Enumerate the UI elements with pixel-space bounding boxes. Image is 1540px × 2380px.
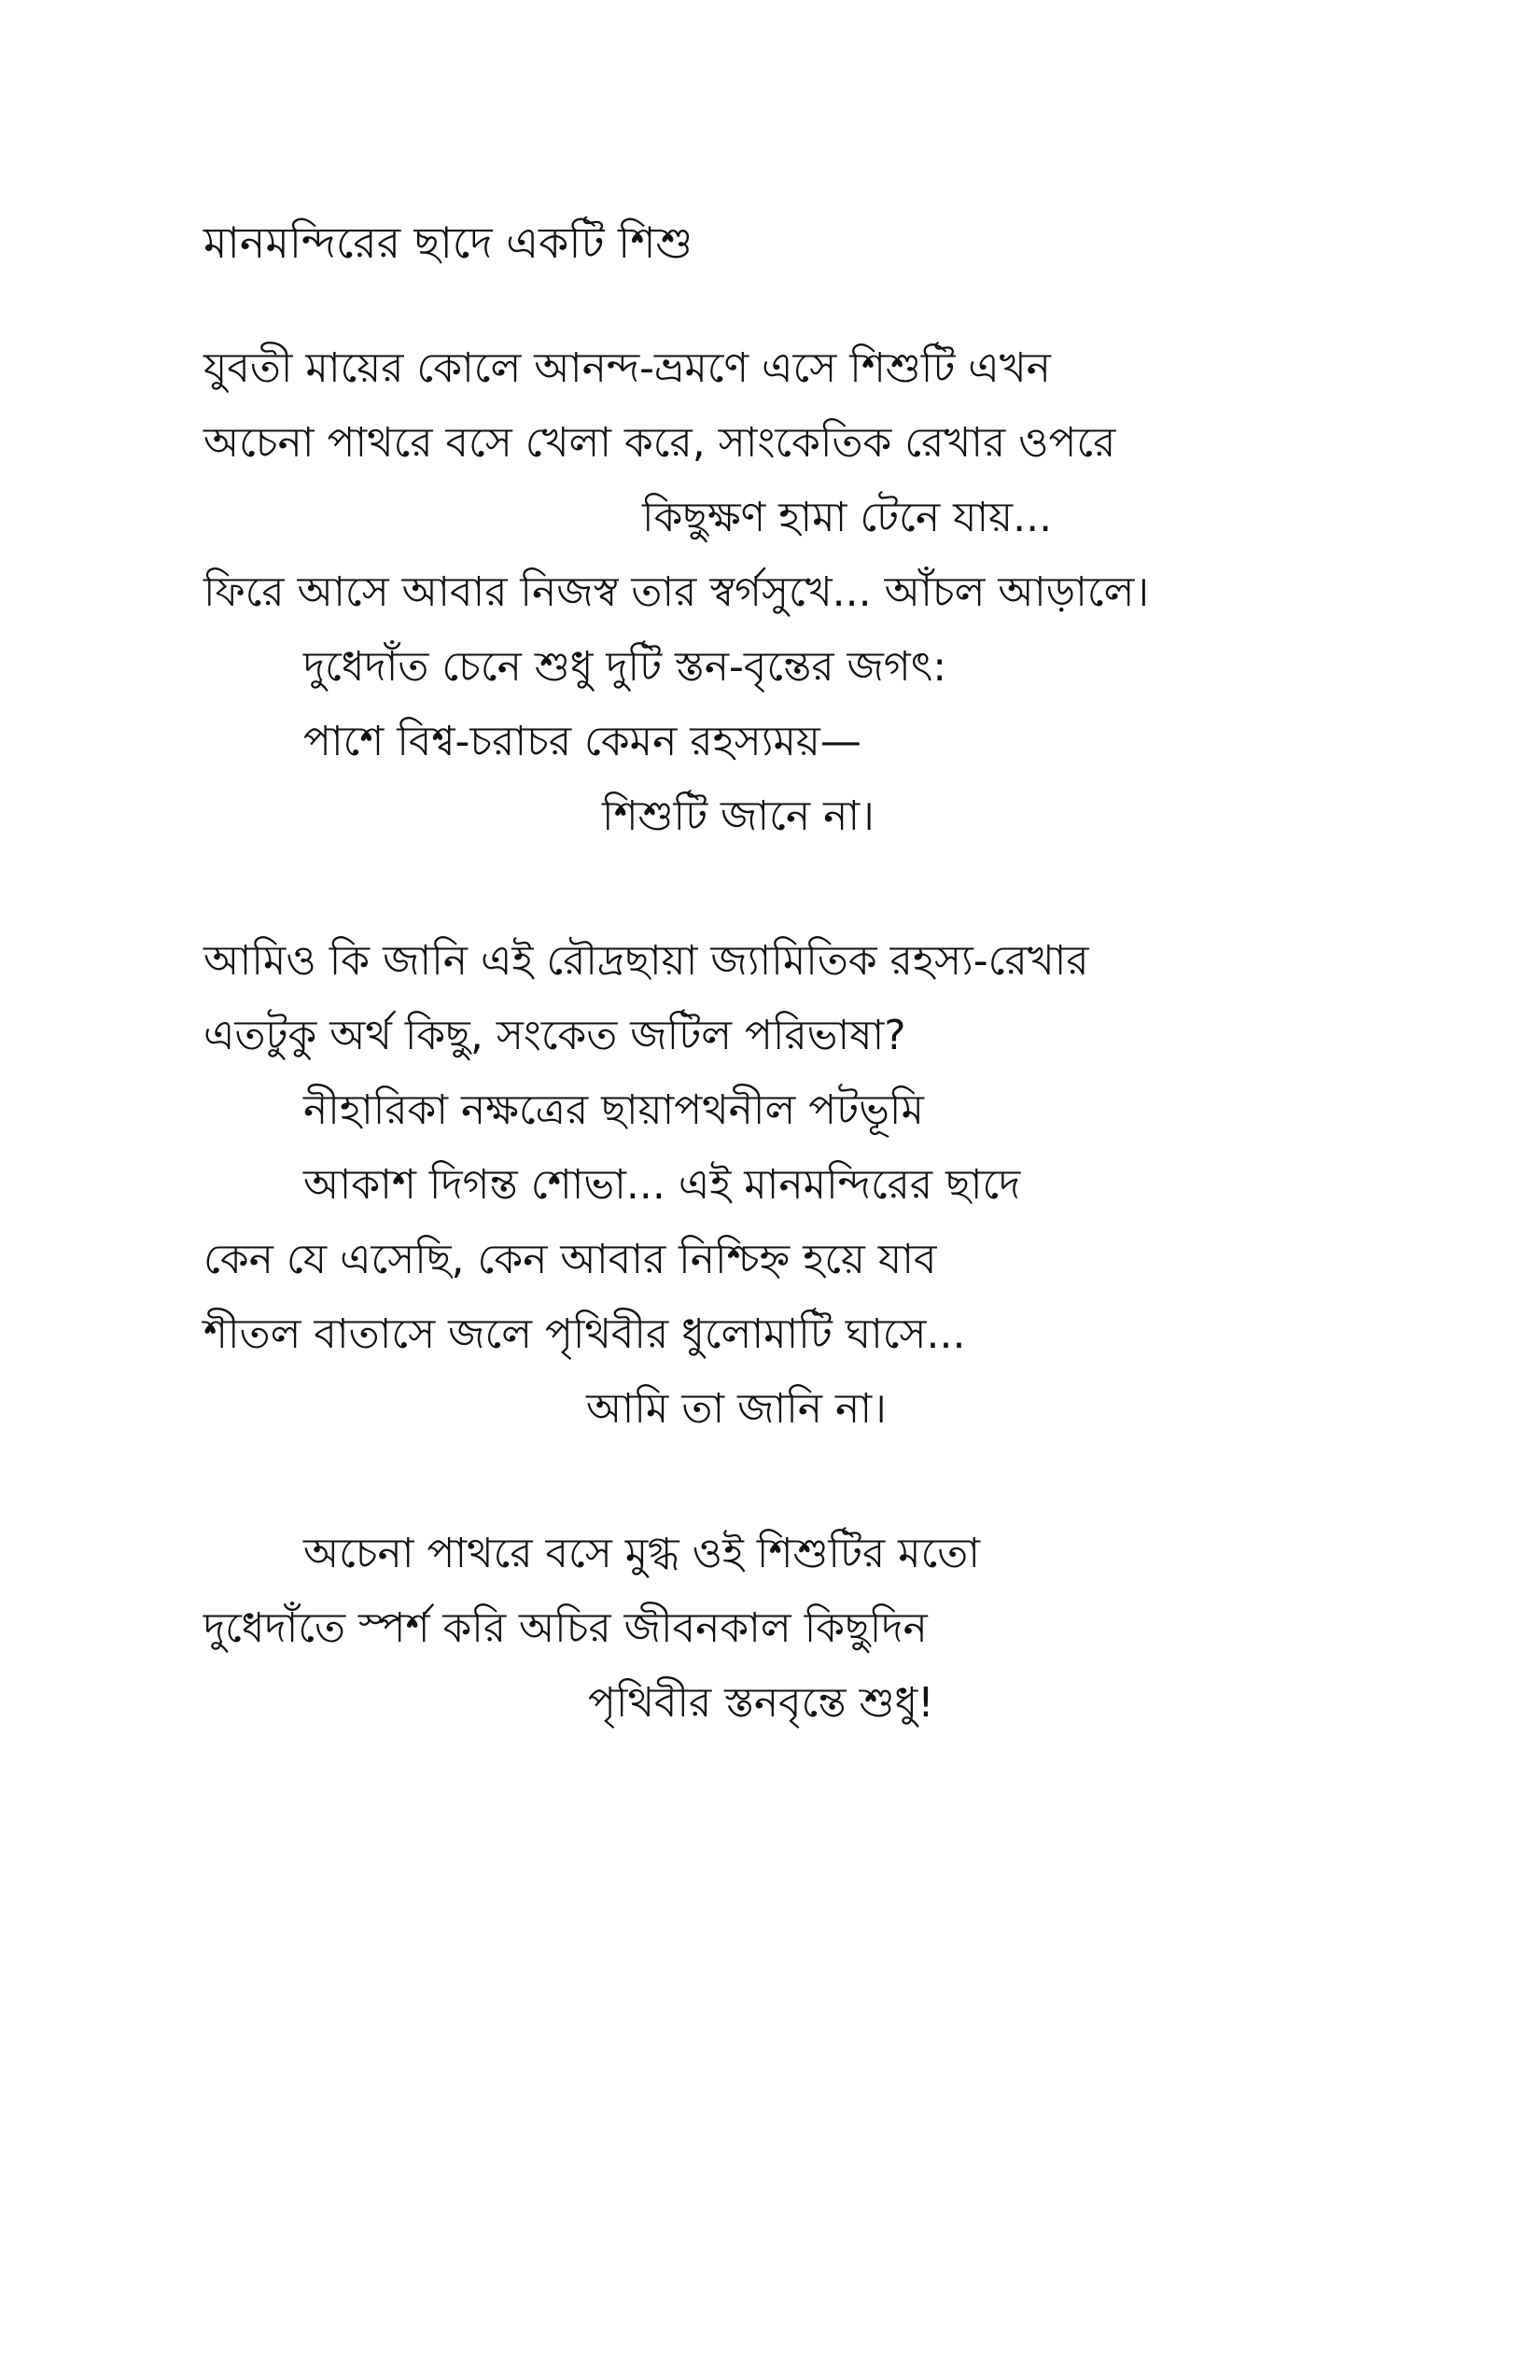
poem-line: অচেনা পাথরে বসে খেলা করে, সাংকেতিক রেখার ওপরে [203,419,1116,467]
poem-line: আকাশ দিগন্ত শোভা... এই মানমন্দিরের ছাদে [303,1161,1021,1209]
poem-line: কেন যে এসেছি, কেন আবার নিশ্চিহ্ন হয়ে যাব [203,1236,937,1283]
poem-line: কিছুক্ষণ হামা টেনে যায়... [642,494,1053,541]
poem-line: অচেনা পাথরে বসে মুগ্ধ ওই শিশুটির মতো [303,1530,981,1577]
poem-line: নীহারিকা নক্ষত্রের ছায়াপথনীল পটভূমি [303,1086,924,1134]
poem-line: শিশুটি জানে না। [602,792,875,840]
poem-line: এতটুকু অর্থ কিছু, সংকেত জটিল পরিভাষা? [203,1012,906,1059]
poem-line: শীতল বাতাসে জলে পৃথিবীর ধুলোমাটি ঘাসে... [203,1310,966,1358]
poem-line: আমি তা জানি না। [586,1385,887,1433]
poem-line: আমিও কি জানি এই রৌদ্রছায়া জ্যামিতিক রহস্য-রেখার [203,937,1089,985]
poem-line: পাশে বিশ্ব-চরাচর কেমন রহস্যময়— [303,718,861,765]
poem-line: পৃথিবীর স্তনবৃন্তে শুধু! [588,1679,934,1727]
poem-line: ফিরে আসে আবার নিজস্ব তার স্বর্গসুখে... আঁচল আড়ালে। [203,568,1150,616]
poem-line: যুবতী মায়ের কোলে আনন্দ-ভ্রমণে এসে শিশুটি এখন [203,344,1051,392]
poem-line: দুধেদাঁতে স্পর্শ করি অচির জীবনকাল কিছুদিন [203,1604,928,1652]
poem-title: মানমন্দিরের ছাদে একটি শিশু [203,217,693,268]
poem-line: দুধেদাঁত চেনে শুধু দুটি স্তন-বৃন্তের জগৎ: [303,643,947,691]
